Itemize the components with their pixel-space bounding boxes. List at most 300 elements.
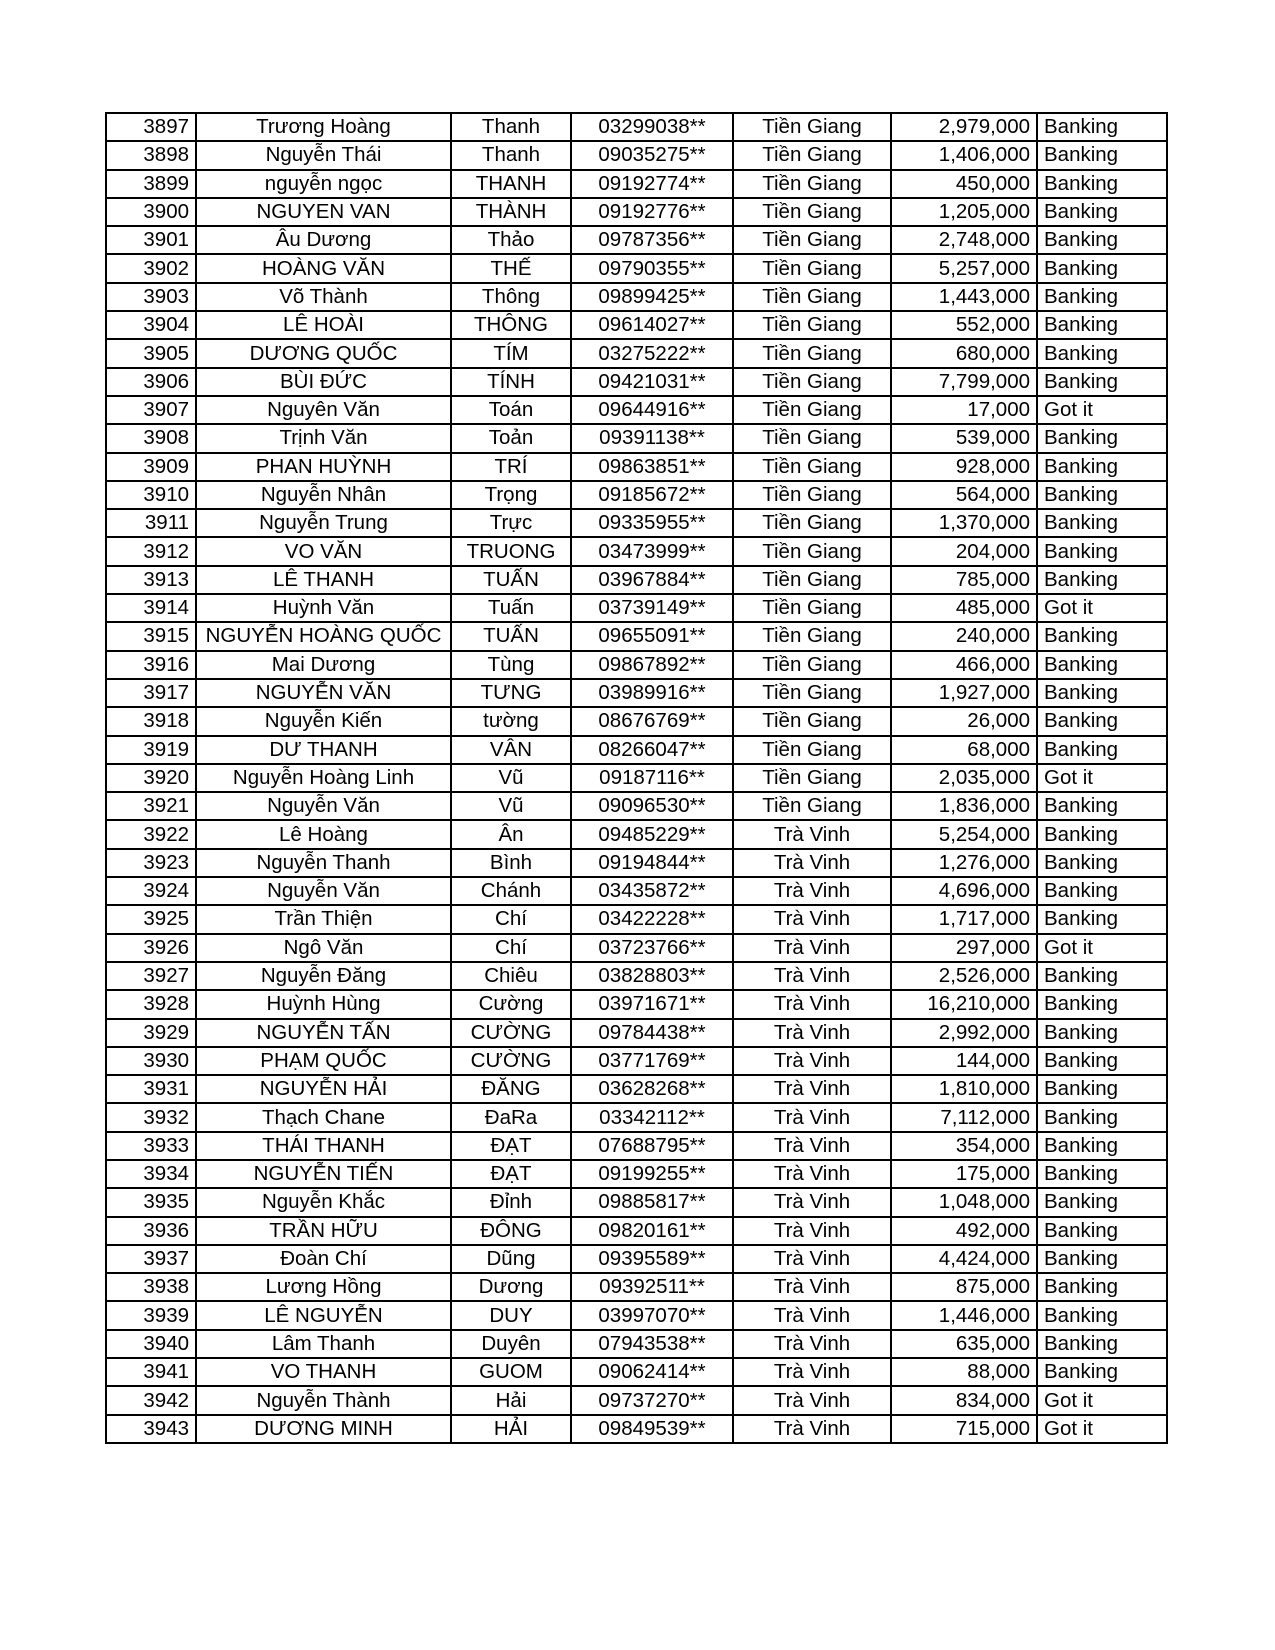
last-middle-name-cell: Nguyễn Hoàng Linh xyxy=(196,764,451,792)
payment-method-cell: Banking xyxy=(1037,1075,1167,1103)
last-middle-name-cell: Nguyễn Thanh xyxy=(196,849,451,877)
first-name-cell: ĐÔNG xyxy=(451,1217,571,1245)
first-name-cell: Chí xyxy=(451,934,571,962)
row-number-cell: 3905 xyxy=(106,339,196,367)
table-row xyxy=(106,1019,1167,1047)
last-middle-name-cell: LÊ NGUYỄN xyxy=(196,1301,451,1329)
row-number-cell: 3915 xyxy=(106,622,196,650)
province-cell: Tiền Giang xyxy=(733,368,891,396)
first-name-cell: Dũng xyxy=(451,1245,571,1273)
payment-method-cell: Banking xyxy=(1037,113,1167,141)
province-cell: Trà Vinh xyxy=(733,934,891,962)
last-middle-name-cell: Lương Hồng xyxy=(196,1273,451,1301)
first-name-cell: THANH xyxy=(451,170,571,198)
province-cell: Tiền Giang xyxy=(733,453,891,481)
phone-number-cell: 03342112** xyxy=(571,1103,733,1131)
province-cell: Tiền Giang xyxy=(733,141,891,169)
first-name-cell: Chiêu xyxy=(451,962,571,990)
payment-method-cell: Got it xyxy=(1037,764,1167,792)
first-name-cell: DUY xyxy=(451,1301,571,1329)
first-name-cell: Thanh xyxy=(451,113,571,141)
phone-number-cell: 09192774** xyxy=(571,170,733,198)
amount-cell: 1,810,000 xyxy=(891,1075,1037,1103)
phone-number-cell: 03967884** xyxy=(571,566,733,594)
table-row xyxy=(106,1245,1167,1273)
payment-method-cell: Banking xyxy=(1037,1160,1167,1188)
row-number-cell: 3913 xyxy=(106,566,196,594)
amount-cell: 2,992,000 xyxy=(891,1019,1037,1047)
table-row xyxy=(106,254,1167,282)
amount-cell: 552,000 xyxy=(891,311,1037,339)
amount-cell: 68,000 xyxy=(891,736,1037,764)
row-number-cell: 3932 xyxy=(106,1103,196,1131)
amount-cell: 144,000 xyxy=(891,1047,1037,1075)
table-row xyxy=(106,339,1167,367)
phone-number-cell: 03473999** xyxy=(571,537,733,565)
amount-cell: 834,000 xyxy=(891,1386,1037,1414)
province-cell: Tiền Giang xyxy=(733,651,891,679)
province-cell: Tiền Giang xyxy=(733,254,891,282)
table-row xyxy=(106,934,1167,962)
amount-cell: 2,035,000 xyxy=(891,764,1037,792)
row-number-cell: 3938 xyxy=(106,1273,196,1301)
row-number-cell: 3897 xyxy=(106,113,196,141)
payment-method-cell: Banking xyxy=(1037,651,1167,679)
province-cell: Trà Vinh xyxy=(733,1415,891,1443)
province-cell: Tiền Giang xyxy=(733,113,891,141)
first-name-cell: HẢI xyxy=(451,1415,571,1443)
first-name-cell: Hải xyxy=(451,1386,571,1414)
row-number-cell: 3923 xyxy=(106,849,196,877)
table-row xyxy=(106,1132,1167,1160)
payment-method-cell: Banking xyxy=(1037,1047,1167,1075)
phone-number-cell: 03997070** xyxy=(571,1301,733,1329)
last-middle-name-cell: BÙI ĐỨC xyxy=(196,368,451,396)
phone-number-cell: 09194844** xyxy=(571,849,733,877)
phone-number-cell: 09787356** xyxy=(571,226,733,254)
payment-method-cell: Banking xyxy=(1037,283,1167,311)
province-cell: Trà Vinh xyxy=(733,1217,891,1245)
amount-cell: 2,979,000 xyxy=(891,113,1037,141)
amount-cell: 88,000 xyxy=(891,1358,1037,1386)
province-cell: Trà Vinh xyxy=(733,1019,891,1047)
row-number-cell: 3916 xyxy=(106,651,196,679)
table-row xyxy=(106,453,1167,481)
phone-number-cell: 03828803** xyxy=(571,962,733,990)
first-name-cell: Bình xyxy=(451,849,571,877)
last-middle-name-cell: Nguyễn Trung xyxy=(196,509,451,537)
table-row xyxy=(106,1330,1167,1358)
first-name-cell: TÍM xyxy=(451,339,571,367)
amount-cell: 466,000 xyxy=(891,651,1037,679)
amount-cell: 7,799,000 xyxy=(891,368,1037,396)
last-middle-name-cell: PHAN HUỲNH xyxy=(196,453,451,481)
row-number-cell: 3935 xyxy=(106,1188,196,1216)
last-middle-name-cell: HOÀNG VĂN xyxy=(196,254,451,282)
phone-number-cell: 09867892** xyxy=(571,651,733,679)
amount-cell: 16,210,000 xyxy=(891,990,1037,1018)
phone-number-cell: 03739149** xyxy=(571,594,733,622)
first-name-cell: TÍNH xyxy=(451,368,571,396)
table-row xyxy=(106,1386,1167,1414)
payment-method-cell: Banking xyxy=(1037,792,1167,820)
row-number-cell: 3910 xyxy=(106,481,196,509)
amount-cell: 1,048,000 xyxy=(891,1188,1037,1216)
phone-number-cell: 09392511** xyxy=(571,1273,733,1301)
amount-cell: 17,000 xyxy=(891,396,1037,424)
first-name-cell: THẾ xyxy=(451,254,571,282)
amount-cell: 175,000 xyxy=(891,1160,1037,1188)
first-name-cell: Đỉnh xyxy=(451,1188,571,1216)
payment-method-cell: Banking xyxy=(1037,226,1167,254)
province-cell: Tiền Giang xyxy=(733,707,891,735)
first-name-cell: Vũ xyxy=(451,792,571,820)
amount-cell: 680,000 xyxy=(891,339,1037,367)
row-number-cell: 3902 xyxy=(106,254,196,282)
phone-number-cell: 09899425** xyxy=(571,283,733,311)
province-cell: Tiền Giang xyxy=(733,311,891,339)
first-name-cell: ĐĂNG xyxy=(451,1075,571,1103)
table-row xyxy=(106,226,1167,254)
first-name-cell: TƯNG xyxy=(451,679,571,707)
province-cell: Trà Vinh xyxy=(733,1330,891,1358)
phone-number-cell: 09395589** xyxy=(571,1245,733,1273)
phone-number-cell: 09849539** xyxy=(571,1415,733,1443)
amount-cell: 450,000 xyxy=(891,170,1037,198)
province-cell: Trà Vinh xyxy=(733,877,891,905)
row-number-cell: 3903 xyxy=(106,283,196,311)
amount-cell: 492,000 xyxy=(891,1217,1037,1245)
phone-number-cell: 09655091** xyxy=(571,622,733,650)
phone-number-cell: 03628268** xyxy=(571,1075,733,1103)
last-middle-name-cell: Ngô Văn xyxy=(196,934,451,962)
province-cell: Tiền Giang xyxy=(733,537,891,565)
province-cell: Trà Vinh xyxy=(733,820,891,848)
last-middle-name-cell: LÊ THANH xyxy=(196,566,451,594)
province-cell: Trà Vinh xyxy=(733,1160,891,1188)
phone-number-cell: 03989916** xyxy=(571,679,733,707)
table-row xyxy=(106,368,1167,396)
province-cell: Tiền Giang xyxy=(733,339,891,367)
amount-cell: 4,424,000 xyxy=(891,1245,1037,1273)
last-middle-name-cell: Nguyễn Văn xyxy=(196,877,451,905)
last-middle-name-cell: Nguyên Văn xyxy=(196,396,451,424)
row-number-cell: 3921 xyxy=(106,792,196,820)
last-middle-name-cell: Đoàn Chí xyxy=(196,1245,451,1273)
table-row xyxy=(106,1415,1167,1443)
last-middle-name-cell: LÊ HOÀI xyxy=(196,311,451,339)
row-number-cell: 3939 xyxy=(106,1301,196,1329)
amount-cell: 2,748,000 xyxy=(891,226,1037,254)
phone-number-cell: 09187116** xyxy=(571,764,733,792)
amount-cell: 240,000 xyxy=(891,622,1037,650)
province-cell: Trà Vinh xyxy=(733,1132,891,1160)
amount-cell: 204,000 xyxy=(891,537,1037,565)
amount-cell: 7,112,000 xyxy=(891,1103,1037,1131)
payment-method-cell: Banking xyxy=(1037,707,1167,735)
amount-cell: 4,696,000 xyxy=(891,877,1037,905)
payment-method-cell: Banking xyxy=(1037,481,1167,509)
payment-method-cell: Banking xyxy=(1037,1245,1167,1273)
amount-cell: 564,000 xyxy=(891,481,1037,509)
payment-method-cell: Banking xyxy=(1037,990,1167,1018)
province-cell: Tiền Giang xyxy=(733,566,891,594)
last-middle-name-cell: PHẠM QUỐC xyxy=(196,1047,451,1075)
province-cell: Tiền Giang xyxy=(733,170,891,198)
table-row xyxy=(106,1301,1167,1329)
table-row xyxy=(106,877,1167,905)
payment-method-cell: Banking xyxy=(1037,1217,1167,1245)
phone-number-cell: 03299038** xyxy=(571,113,733,141)
table-row xyxy=(106,962,1167,990)
first-name-cell: THÀNH xyxy=(451,198,571,226)
province-cell: Tiền Giang xyxy=(733,679,891,707)
phone-number-cell: 03435872** xyxy=(571,877,733,905)
row-number-cell: 3901 xyxy=(106,226,196,254)
first-name-cell: Chánh xyxy=(451,877,571,905)
table-row xyxy=(106,537,1167,565)
first-name-cell: TUẤN xyxy=(451,622,571,650)
last-middle-name-cell: TRẦN HỮU xyxy=(196,1217,451,1245)
row-number-cell: 3933 xyxy=(106,1132,196,1160)
first-name-cell: Thảo xyxy=(451,226,571,254)
last-middle-name-cell: NGUYỄN VĂN xyxy=(196,679,451,707)
last-middle-name-cell: Nguyễn Nhân xyxy=(196,481,451,509)
table-row xyxy=(106,736,1167,764)
row-number-cell: 3908 xyxy=(106,424,196,452)
phone-number-cell: 03422228** xyxy=(571,905,733,933)
phone-number-cell: 09784438** xyxy=(571,1019,733,1047)
amount-cell: 875,000 xyxy=(891,1273,1037,1301)
amount-cell: 354,000 xyxy=(891,1132,1037,1160)
first-name-cell: CƯỜNG xyxy=(451,1019,571,1047)
province-cell: Trà Vinh xyxy=(733,1358,891,1386)
amount-cell: 539,000 xyxy=(891,424,1037,452)
amount-cell: 485,000 xyxy=(891,594,1037,622)
last-middle-name-cell: Nguyễn Văn xyxy=(196,792,451,820)
last-middle-name-cell: Nguyễn Thái xyxy=(196,141,451,169)
province-cell: Trà Vinh xyxy=(733,1245,891,1273)
phone-number-cell: 03275222** xyxy=(571,339,733,367)
payment-table xyxy=(105,112,1168,1444)
table-row xyxy=(106,424,1167,452)
row-number-cell: 3927 xyxy=(106,962,196,990)
payment-method-cell: Banking xyxy=(1037,1301,1167,1329)
row-number-cell: 3943 xyxy=(106,1415,196,1443)
first-name-cell: ĐẠT xyxy=(451,1160,571,1188)
table-row xyxy=(106,1188,1167,1216)
last-middle-name-cell: Võ Thành xyxy=(196,283,451,311)
table-row xyxy=(106,1358,1167,1386)
table-row xyxy=(106,820,1167,848)
first-name-cell: ĐẠT xyxy=(451,1132,571,1160)
table-row xyxy=(106,679,1167,707)
amount-cell: 1,836,000 xyxy=(891,792,1037,820)
table-row xyxy=(106,481,1167,509)
phone-number-cell: 08266047** xyxy=(571,736,733,764)
phone-number-cell: 09062414** xyxy=(571,1358,733,1386)
table-row xyxy=(106,1273,1167,1301)
last-middle-name-cell: VO THANH xyxy=(196,1358,451,1386)
amount-cell: 2,526,000 xyxy=(891,962,1037,990)
amount-cell: 635,000 xyxy=(891,1330,1037,1358)
last-middle-name-cell: Nguyễn Kiến xyxy=(196,707,451,735)
payment-method-cell: Banking xyxy=(1037,311,1167,339)
last-middle-name-cell: NGUYỄN TẤN xyxy=(196,1019,451,1047)
payment-method-cell: Banking xyxy=(1037,622,1167,650)
first-name-cell: Tùng xyxy=(451,651,571,679)
first-name-cell: Chí xyxy=(451,905,571,933)
amount-cell: 1,370,000 xyxy=(891,509,1037,537)
phone-number-cell: 09185672** xyxy=(571,481,733,509)
row-number-cell: 3919 xyxy=(106,736,196,764)
table-row xyxy=(106,1103,1167,1131)
table-row xyxy=(106,1160,1167,1188)
payment-method-cell: Banking xyxy=(1037,537,1167,565)
payment-method-cell: Banking xyxy=(1037,820,1167,848)
first-name-cell: CƯỜNG xyxy=(451,1047,571,1075)
phone-number-cell: 09096530** xyxy=(571,792,733,820)
payment-method-cell: Got it xyxy=(1037,934,1167,962)
phone-number-cell: 09863851** xyxy=(571,453,733,481)
first-name-cell: VÂN xyxy=(451,736,571,764)
province-cell: Trà Vinh xyxy=(733,990,891,1018)
payment-method-cell: Banking xyxy=(1037,566,1167,594)
table-row xyxy=(106,283,1167,311)
province-cell: Tiền Giang xyxy=(733,764,891,792)
phone-number-cell: 03971671** xyxy=(571,990,733,1018)
first-name-cell: Toán xyxy=(451,396,571,424)
row-number-cell: 3911 xyxy=(106,509,196,537)
last-middle-name-cell: Trương Hoàng xyxy=(196,113,451,141)
last-middle-name-cell: DƯƠNG QUỐC xyxy=(196,339,451,367)
province-cell: Tiền Giang xyxy=(733,509,891,537)
last-middle-name-cell: THÁI THANH xyxy=(196,1132,451,1160)
table-row xyxy=(106,905,1167,933)
table-body xyxy=(106,113,1167,1443)
first-name-cell: Dương xyxy=(451,1273,571,1301)
first-name-cell: Duyên xyxy=(451,1330,571,1358)
table-row xyxy=(106,396,1167,424)
province-cell: Tiền Giang xyxy=(733,792,891,820)
amount-cell: 1,717,000 xyxy=(891,905,1037,933)
payment-method-cell: Banking xyxy=(1037,1358,1167,1386)
row-number-cell: 3912 xyxy=(106,537,196,565)
last-middle-name-cell: Huỳnh Hùng xyxy=(196,990,451,1018)
first-name-cell: Ân xyxy=(451,820,571,848)
row-number-cell: 3940 xyxy=(106,1330,196,1358)
row-number-cell: 3918 xyxy=(106,707,196,735)
payment-method-cell: Banking xyxy=(1037,170,1167,198)
first-name-cell: Thông xyxy=(451,283,571,311)
phone-number-cell: 09335955** xyxy=(571,509,733,537)
last-middle-name-cell: nguyễn ngọc xyxy=(196,170,451,198)
row-number-cell: 3898 xyxy=(106,141,196,169)
table-row xyxy=(106,990,1167,1018)
first-name-cell: ĐaRa xyxy=(451,1103,571,1131)
row-number-cell: 3941 xyxy=(106,1358,196,1386)
table-row xyxy=(106,141,1167,169)
table-row xyxy=(106,566,1167,594)
amount-cell: 1,446,000 xyxy=(891,1301,1037,1329)
first-name-cell: THÔNG xyxy=(451,311,571,339)
province-cell: Trà Vinh xyxy=(733,1103,891,1131)
province-cell: Tiền Giang xyxy=(733,198,891,226)
phone-number-cell: 07943538** xyxy=(571,1330,733,1358)
province-cell: Trà Vinh xyxy=(733,849,891,877)
row-number-cell: 3926 xyxy=(106,934,196,962)
last-middle-name-cell: Nguyễn Khắc xyxy=(196,1188,451,1216)
row-number-cell: 3909 xyxy=(106,453,196,481)
payment-method-cell: Banking xyxy=(1037,877,1167,905)
amount-cell: 715,000 xyxy=(891,1415,1037,1443)
last-middle-name-cell: Âu Dương xyxy=(196,226,451,254)
phone-number-cell: 09737270** xyxy=(571,1386,733,1414)
row-number-cell: 3936 xyxy=(106,1217,196,1245)
province-cell: Trà Vinh xyxy=(733,1047,891,1075)
table-row xyxy=(106,170,1167,198)
table-row xyxy=(106,849,1167,877)
province-cell: Tiền Giang xyxy=(733,622,891,650)
amount-cell: 928,000 xyxy=(891,453,1037,481)
row-number-cell: 3899 xyxy=(106,170,196,198)
row-number-cell: 3900 xyxy=(106,198,196,226)
amount-cell: 1,205,000 xyxy=(891,198,1037,226)
last-middle-name-cell: Trịnh Văn xyxy=(196,424,451,452)
payment-method-cell: Banking xyxy=(1037,339,1167,367)
table-row xyxy=(106,1047,1167,1075)
first-name-cell: tường xyxy=(451,707,571,735)
payment-method-cell: Banking xyxy=(1037,1273,1167,1301)
phone-number-cell: 09391138** xyxy=(571,424,733,452)
phone-number-cell: 03771769** xyxy=(571,1047,733,1075)
first-name-cell: Cường xyxy=(451,990,571,1018)
amount-cell: 1,927,000 xyxy=(891,679,1037,707)
phone-number-cell: 09820161** xyxy=(571,1217,733,1245)
last-middle-name-cell: Lê Hoàng xyxy=(196,820,451,848)
row-number-cell: 3904 xyxy=(106,311,196,339)
table-row xyxy=(106,311,1167,339)
table-row xyxy=(106,594,1167,622)
province-cell: Tiền Giang xyxy=(733,736,891,764)
row-number-cell: 3937 xyxy=(106,1245,196,1273)
row-number-cell: 3922 xyxy=(106,820,196,848)
phone-number-cell: 09199255** xyxy=(571,1160,733,1188)
amount-cell: 26,000 xyxy=(891,707,1037,735)
first-name-cell: Toản xyxy=(451,424,571,452)
province-cell: Tiền Giang xyxy=(733,226,891,254)
payment-method-cell: Banking xyxy=(1037,254,1167,282)
first-name-cell: Trọng xyxy=(451,481,571,509)
row-number-cell: 3907 xyxy=(106,396,196,424)
table-row xyxy=(106,622,1167,650)
payment-method-cell: Banking xyxy=(1037,1132,1167,1160)
phone-number-cell: 09644916** xyxy=(571,396,733,424)
province-cell: Trà Vinh xyxy=(733,1273,891,1301)
last-middle-name-cell: NGUYỄN HOÀNG QUỐC xyxy=(196,622,451,650)
province-cell: Trà Vinh xyxy=(733,1301,891,1329)
phone-number-cell: 09192776** xyxy=(571,198,733,226)
phone-number-cell: 09035275** xyxy=(571,141,733,169)
province-cell: Tiền Giang xyxy=(733,594,891,622)
row-number-cell: 3924 xyxy=(106,877,196,905)
first-name-cell: TRUONG xyxy=(451,537,571,565)
payment-method-cell: Got it xyxy=(1037,594,1167,622)
province-cell: Tiền Giang xyxy=(733,424,891,452)
table-row xyxy=(106,509,1167,537)
phone-number-cell: 09421031** xyxy=(571,368,733,396)
row-number-cell: 3931 xyxy=(106,1075,196,1103)
